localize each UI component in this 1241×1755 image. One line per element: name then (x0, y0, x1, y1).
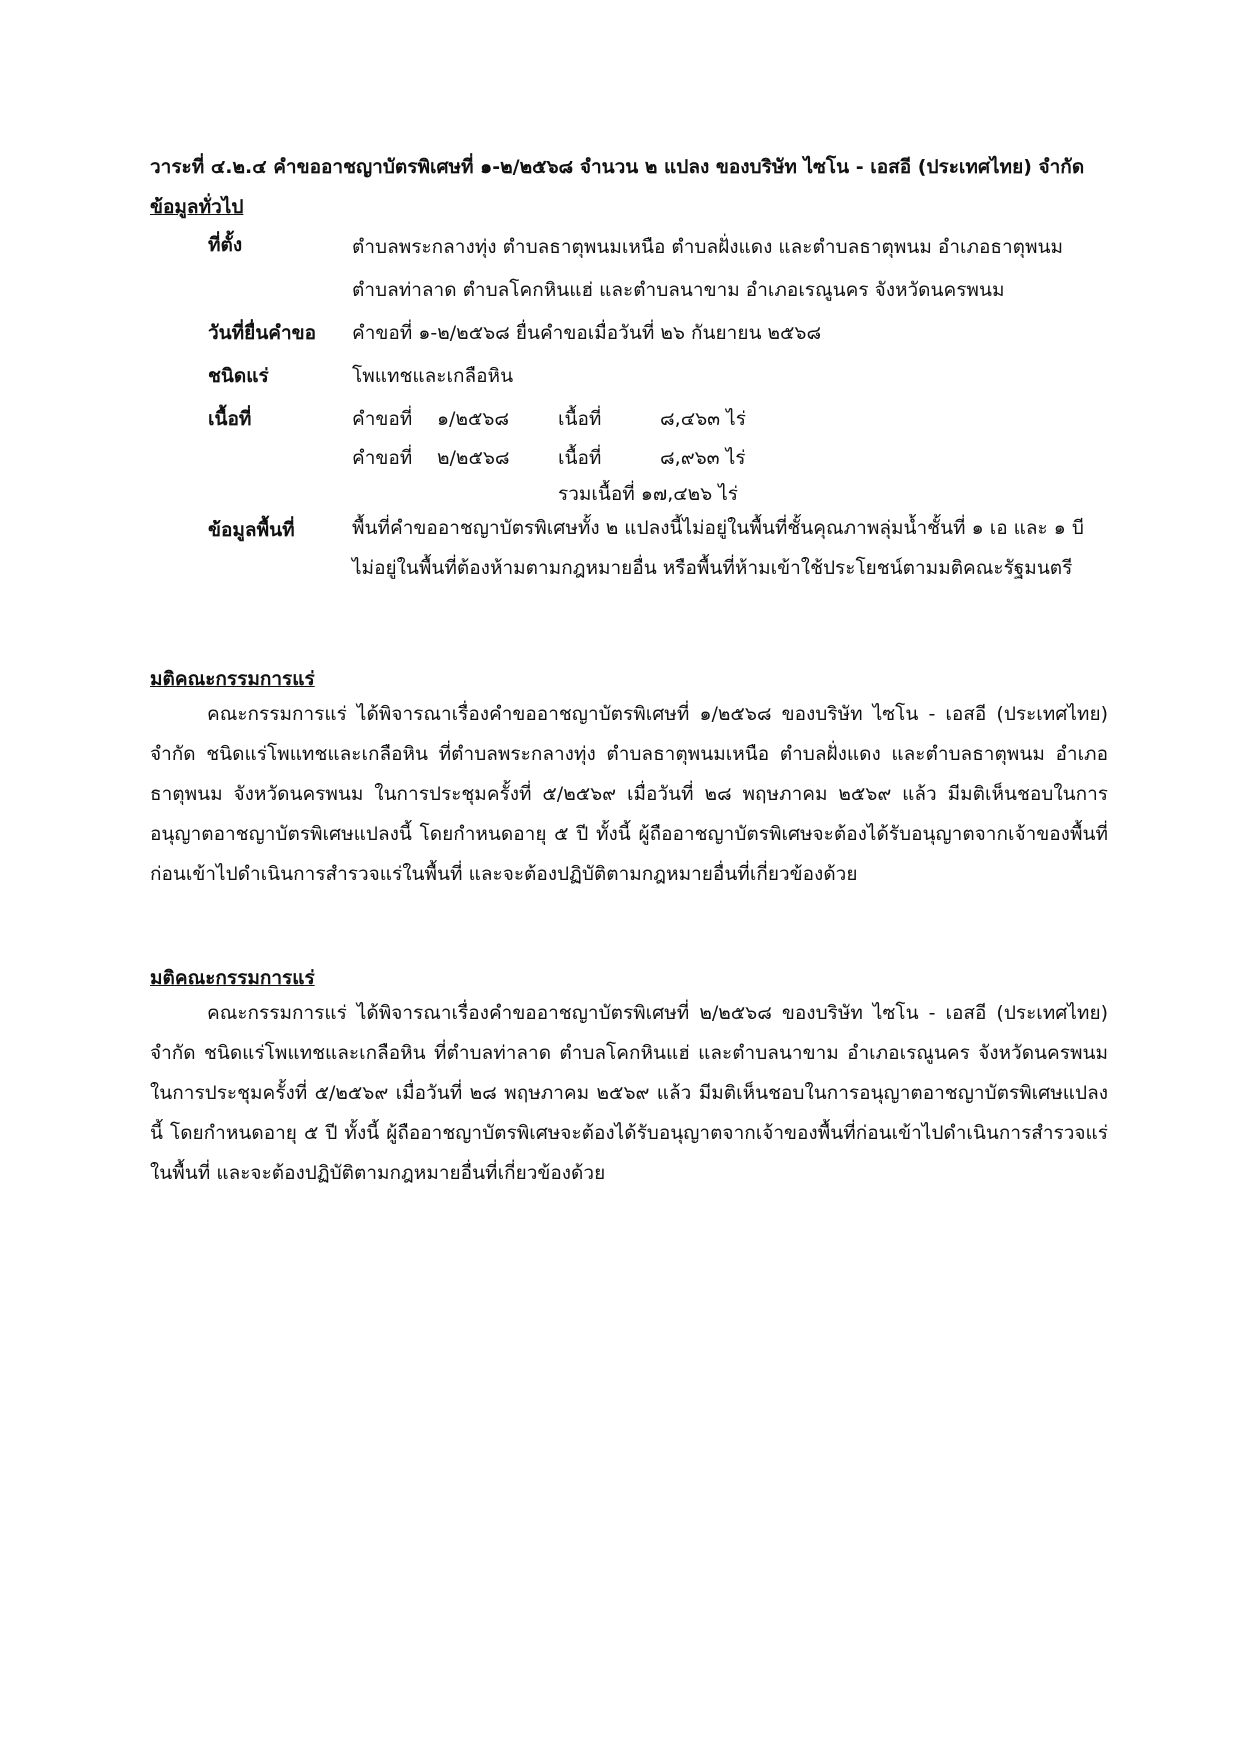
area-row-2-request-number: ๒/๒๕๖๘ (437, 447, 510, 469)
area-row-1-area-label: เนื้อที่ (558, 408, 602, 430)
area-row-2-request-label: คำขอที่ (352, 447, 413, 469)
resolution-1-heading: มติคณะกรรมการแร่ (150, 668, 315, 690)
mineral-label: ชนิดแร่ (208, 365, 269, 387)
location-line-2: ตำบลท่าลาด ตำบลโคกหินแฮ่ และตำบลนาขาม อำเภอเรณูนคร จังหวัดนครพนม (352, 279, 1005, 301)
agenda-title: วาระที่ ๔.๒.๔ คำขออาชญาบัตรพิเศษที่ ๑-๒/๒๕๖๘ จำนวน ๒ แปลง ของบริษัท ไซโน - เอสอี (ประเทศไทย) จำกัด (150, 156, 1085, 178)
area-row-1-request-number: ๑/๒๕๖๘ (437, 408, 510, 430)
area-row-1-request-label: คำขอที่ (352, 408, 413, 430)
resolution-2-heading: มติคณะกรรมการแร่ (150, 967, 315, 989)
area-info-value: พื้นที่คำขออาชญาบัตรพิเศษทั้ง ๒ แปลงนี้ไม่อยู่ในพื้นที่ชั้นคุณภาพลุ่มน้ำชั้นที่ ๑ เอ และ ๑ บี ไม่อยู่ในพื้นที่ต้องห้ามตามกฎหมายอื่น หรือพื้นที่ห้ามเข้าใช้ประโยชน์ตามมติคณะรัฐมนตรี (352, 517, 1084, 579)
filing-date-label: วันที่ยื่นคำขอ (208, 322, 317, 344)
general-info-heading: ข้อมูลทั่วไป (150, 196, 244, 218)
location-line-1: ตำบลพระกลางทุ่ง ตำบลธาตุพนมเหนือ ตำบลฝั่งแดง และตำบลธาตุพนม อำเภอธาตุพนม (352, 236, 1064, 258)
area-total: รวมเนื้อที่ ๑๗,๔๒๖ ไร่ (558, 483, 739, 505)
location-label: ที่ตั้ง (208, 234, 243, 256)
mineral-value: โพแทชและเกลือหิน (352, 365, 514, 387)
area-row-1-area-value: ๘,๔๖๓ ไร่ (660, 408, 746, 430)
area-info-label: ข้อมูลพื้นที่ (208, 519, 295, 541)
area-label: เนื้อที่ (208, 408, 252, 430)
area-row-2-area-value: ๘,๙๖๓ ไร่ (660, 447, 746, 469)
resolution-2-text: คณะกรรมการแร่ ได้พิจารณาเรื่องคำขออาชญาบัตรพิเศษที่ ๒/๒๕๖๘ ของบริษัท ไซโน - เอสอี (ประเทศไทย) จำกัด ชนิดแร่โพแทชและเกลือหิน ที่ตำบลท่าลาด ตำบลโคกหินแฮ่ และตำบลนาขาม อำเภอเรณูนคร จังหวัดนครพนม ในการประชุมครั้งที่ ๕/๒๕๖๙ เมื่อวันที่ ๒๘ พฤษภาคม ๒๕๖๙ แล้ว มีมติเห็นชอบในการอนุญาตอาชญาบัตรพิเศษแปลงนี้ โดยกำหนดอายุ ๕ ปี ทั้งนี้ ผู้ถืออาชญาบัตรพิเศษจะต้องได้รับอนุญาตจากเจ้าของพื้นที่ก่อนเข้าไปดำเนินการสำรวจแร่ในพื้นที่ และจะต้องปฏิบัติตามกฎหมายอื่นที่เกี่ยวข้องด้วย (150, 1002, 1108, 1184)
filing-date-value: คำขอที่ ๑-๒/๒๕๖๘ ยื่นคำขอเมื่อวันที่ ๒๖ กันยายน ๒๕๖๘ (352, 322, 822, 344)
resolution-1-text: คณะกรรมการแร่ ได้พิจารณาเรื่องคำขออาชญาบัตรพิเศษที่ ๑/๒๕๖๘ ของบริษัท ไซโน - เอสอี (ประเทศไทย) จำกัด ชนิดแร่โพแทชและเกลือหิน ที่ตำบลพระกลางทุ่ง ตำบลธาตุพนมเหนือ ตำบลฝั่งแดง และตำบลธาตุพนม อำเภอธาตุพนม จังหวัดนครพนม ในการประชุมครั้งที่ ๕/๒๕๖๙ เมื่อวันที่ ๒๘ พฤษภาคม ๒๕๖๙ แล้ว มีมติเห็นชอบในการอนุญาตอาชญาบัตรพิเศษแปลงนี้ โดยกำหนดอายุ ๕ ปี ทั้งนี้ ผู้ถืออาชญาบัตรพิเศษจะต้องได้รับอนุญาตจากเจ้าของพื้นที่ก่อนเข้าไปดำเนินการสำรวจแร่ในพื้นที่ และจะต้องปฏิบัติตามกฎหมายอื่นที่เกี่ยวข้องด้วย (150, 703, 1108, 885)
area-row-2-area-label: เนื้อที่ (558, 447, 602, 469)
